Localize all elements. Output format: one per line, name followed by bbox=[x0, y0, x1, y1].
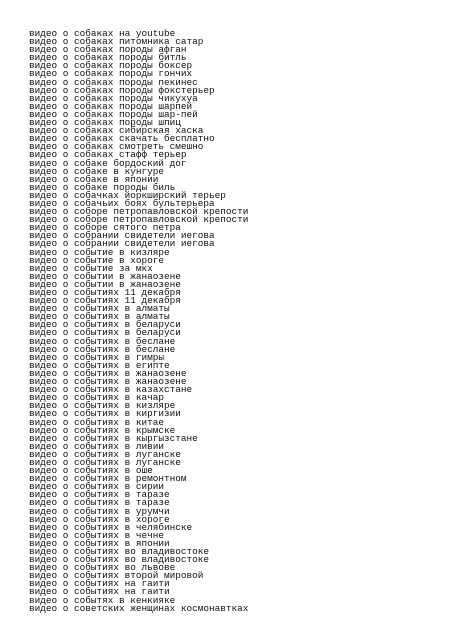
text-line: видео о собаке в кунгуре bbox=[29, 165, 165, 177]
text-line: видео о событиях в чечне bbox=[29, 529, 165, 541]
text-line: видео о собрании свидетели иегова bbox=[29, 238, 215, 250]
text-line: видео о событиях на гаити bbox=[29, 586, 170, 598]
text-line: видео о событиях в китае bbox=[29, 416, 165, 428]
text-line: видео о событиях в челябинске bbox=[29, 521, 193, 533]
text-line: видео о собаках стафф терьер bbox=[29, 149, 187, 161]
text-line: видео о событиях в киргизии bbox=[29, 408, 181, 420]
text-line: видео о собачьих боях бультерьера bbox=[29, 197, 215, 209]
text-line: видео о событиях в жанаозене bbox=[29, 367, 187, 379]
text-line: видео о событиях в египте bbox=[29, 359, 170, 371]
text-line: видео о событиях во львове bbox=[29, 562, 176, 574]
text-line: видео о событиях в кыргызстане bbox=[29, 432, 198, 444]
text-line: видео о событиях во владивостоке bbox=[29, 546, 210, 557]
text-line: видео о событиях на гаити bbox=[29, 578, 170, 590]
text-line: видео о событиях в крымске bbox=[29, 424, 176, 436]
text-line: видео о собаках породы боксер bbox=[29, 60, 193, 72]
text-line: видео о событиях в жанаозене bbox=[29, 376, 187, 388]
text-line: видео о событиях 11 декабря bbox=[29, 295, 181, 307]
text-line: видео о событиях в гимры bbox=[29, 351, 165, 363]
text-line: видео о собаках скачать бесплатно bbox=[29, 133, 215, 145]
text-line: видео о событии в жанаозене bbox=[29, 270, 181, 282]
text-line: видео о событиях в хороге bbox=[29, 513, 170, 525]
text-line: видео о событиях в качар bbox=[29, 392, 165, 404]
text-line: видео о собаках сибирская хаска bbox=[29, 125, 204, 137]
text-line: видео о событиях в оше bbox=[29, 465, 153, 477]
text-line: видео о соборе петропавловской крепости bbox=[29, 206, 249, 218]
text-line: видео о событиях в таразе bbox=[29, 489, 170, 501]
text-line: видео о событиях в ремонтном bbox=[29, 473, 187, 485]
text-line: видео о событиях второй мировой bbox=[29, 570, 204, 582]
text-line: видео о собаках породы шар-пей bbox=[29, 108, 198, 120]
text-line: видео о собаках породы шарпей bbox=[29, 100, 193, 112]
text-line: видео о собаках породы чикухуа bbox=[29, 92, 198, 104]
text-line: видео о собаках на youtube bbox=[29, 28, 176, 39]
text-line: видео о событиях в алматы bbox=[29, 303, 170, 315]
text-line: видео о событиях в казахстане bbox=[29, 384, 193, 396]
text-line: видео о собаке бордоский дог bbox=[29, 157, 187, 169]
text-line: видео о собаках породы шпиц bbox=[29, 117, 181, 129]
text-line: видео о событиях в урумчи bbox=[29, 505, 170, 517]
text-line: видео о событие в хороге bbox=[29, 254, 165, 266]
text-line: видео о событиях в беларуси bbox=[29, 319, 181, 331]
text-line: видео о собаке в японии bbox=[29, 173, 159, 185]
text-line: видео о событиях в беслане bbox=[29, 335, 176, 347]
text-line: видео о собаках породы гончих bbox=[29, 68, 193, 80]
text-line: видео о событиях в беслане bbox=[29, 343, 176, 355]
text-line: видео о событиях в сирии bbox=[29, 481, 165, 493]
text-line: видео о собаках породы битль bbox=[29, 52, 187, 64]
text-line: видео о собаках породы пекинес bbox=[29, 76, 198, 88]
text-lines bbox=[29, 30, 248, 613]
text-line: видео о собаке породы биль bbox=[29, 181, 176, 193]
text-line: видео о собрании свидетели иегова bbox=[29, 230, 215, 242]
text-line: видео о собаках питомника сатар bbox=[29, 36, 204, 48]
text-line: видео о событиях в луганске bbox=[29, 448, 181, 460]
text-line: видео о собачках йоркширский терьер bbox=[29, 189, 226, 201]
text-line: видео о событиях в алматы bbox=[29, 311, 170, 323]
text-line: видео о собаках смотреть смешно bbox=[29, 141, 204, 153]
text-line: видео о соборе петропавловской крепости bbox=[29, 214, 249, 226]
text-line: видео о событиях в японии bbox=[29, 537, 170, 549]
text-line: видео о соборе сятого петра bbox=[29, 222, 181, 234]
text-line: видео о событях в кенкияке bbox=[29, 594, 176, 606]
text-line: видео о событиях в кизляре bbox=[29, 400, 176, 412]
text-line: видео о собаках породы афган bbox=[29, 44, 187, 56]
text-line: видео о событиях в таразе bbox=[29, 497, 170, 509]
text-line: видео о советских женщинах космонавтках bbox=[29, 602, 249, 614]
text-line: видео о собаках породы фокстерьер bbox=[29, 84, 215, 96]
text-line: видео о событиях 11 декабря bbox=[29, 287, 181, 298]
text-line: видео о событиях во владивостоке bbox=[29, 554, 210, 566]
text-line: видео о событие в кизляре bbox=[29, 246, 170, 258]
text-line: видео о событиях в беларуси bbox=[29, 327, 181, 339]
text-line: видео о событиях в ливии bbox=[29, 440, 165, 452]
text-line: видео о событии в жанаозене bbox=[29, 278, 181, 290]
text-line: видео о событие за мкх bbox=[29, 262, 153, 274]
text-line: видео о событиях в луганске bbox=[29, 456, 181, 468]
